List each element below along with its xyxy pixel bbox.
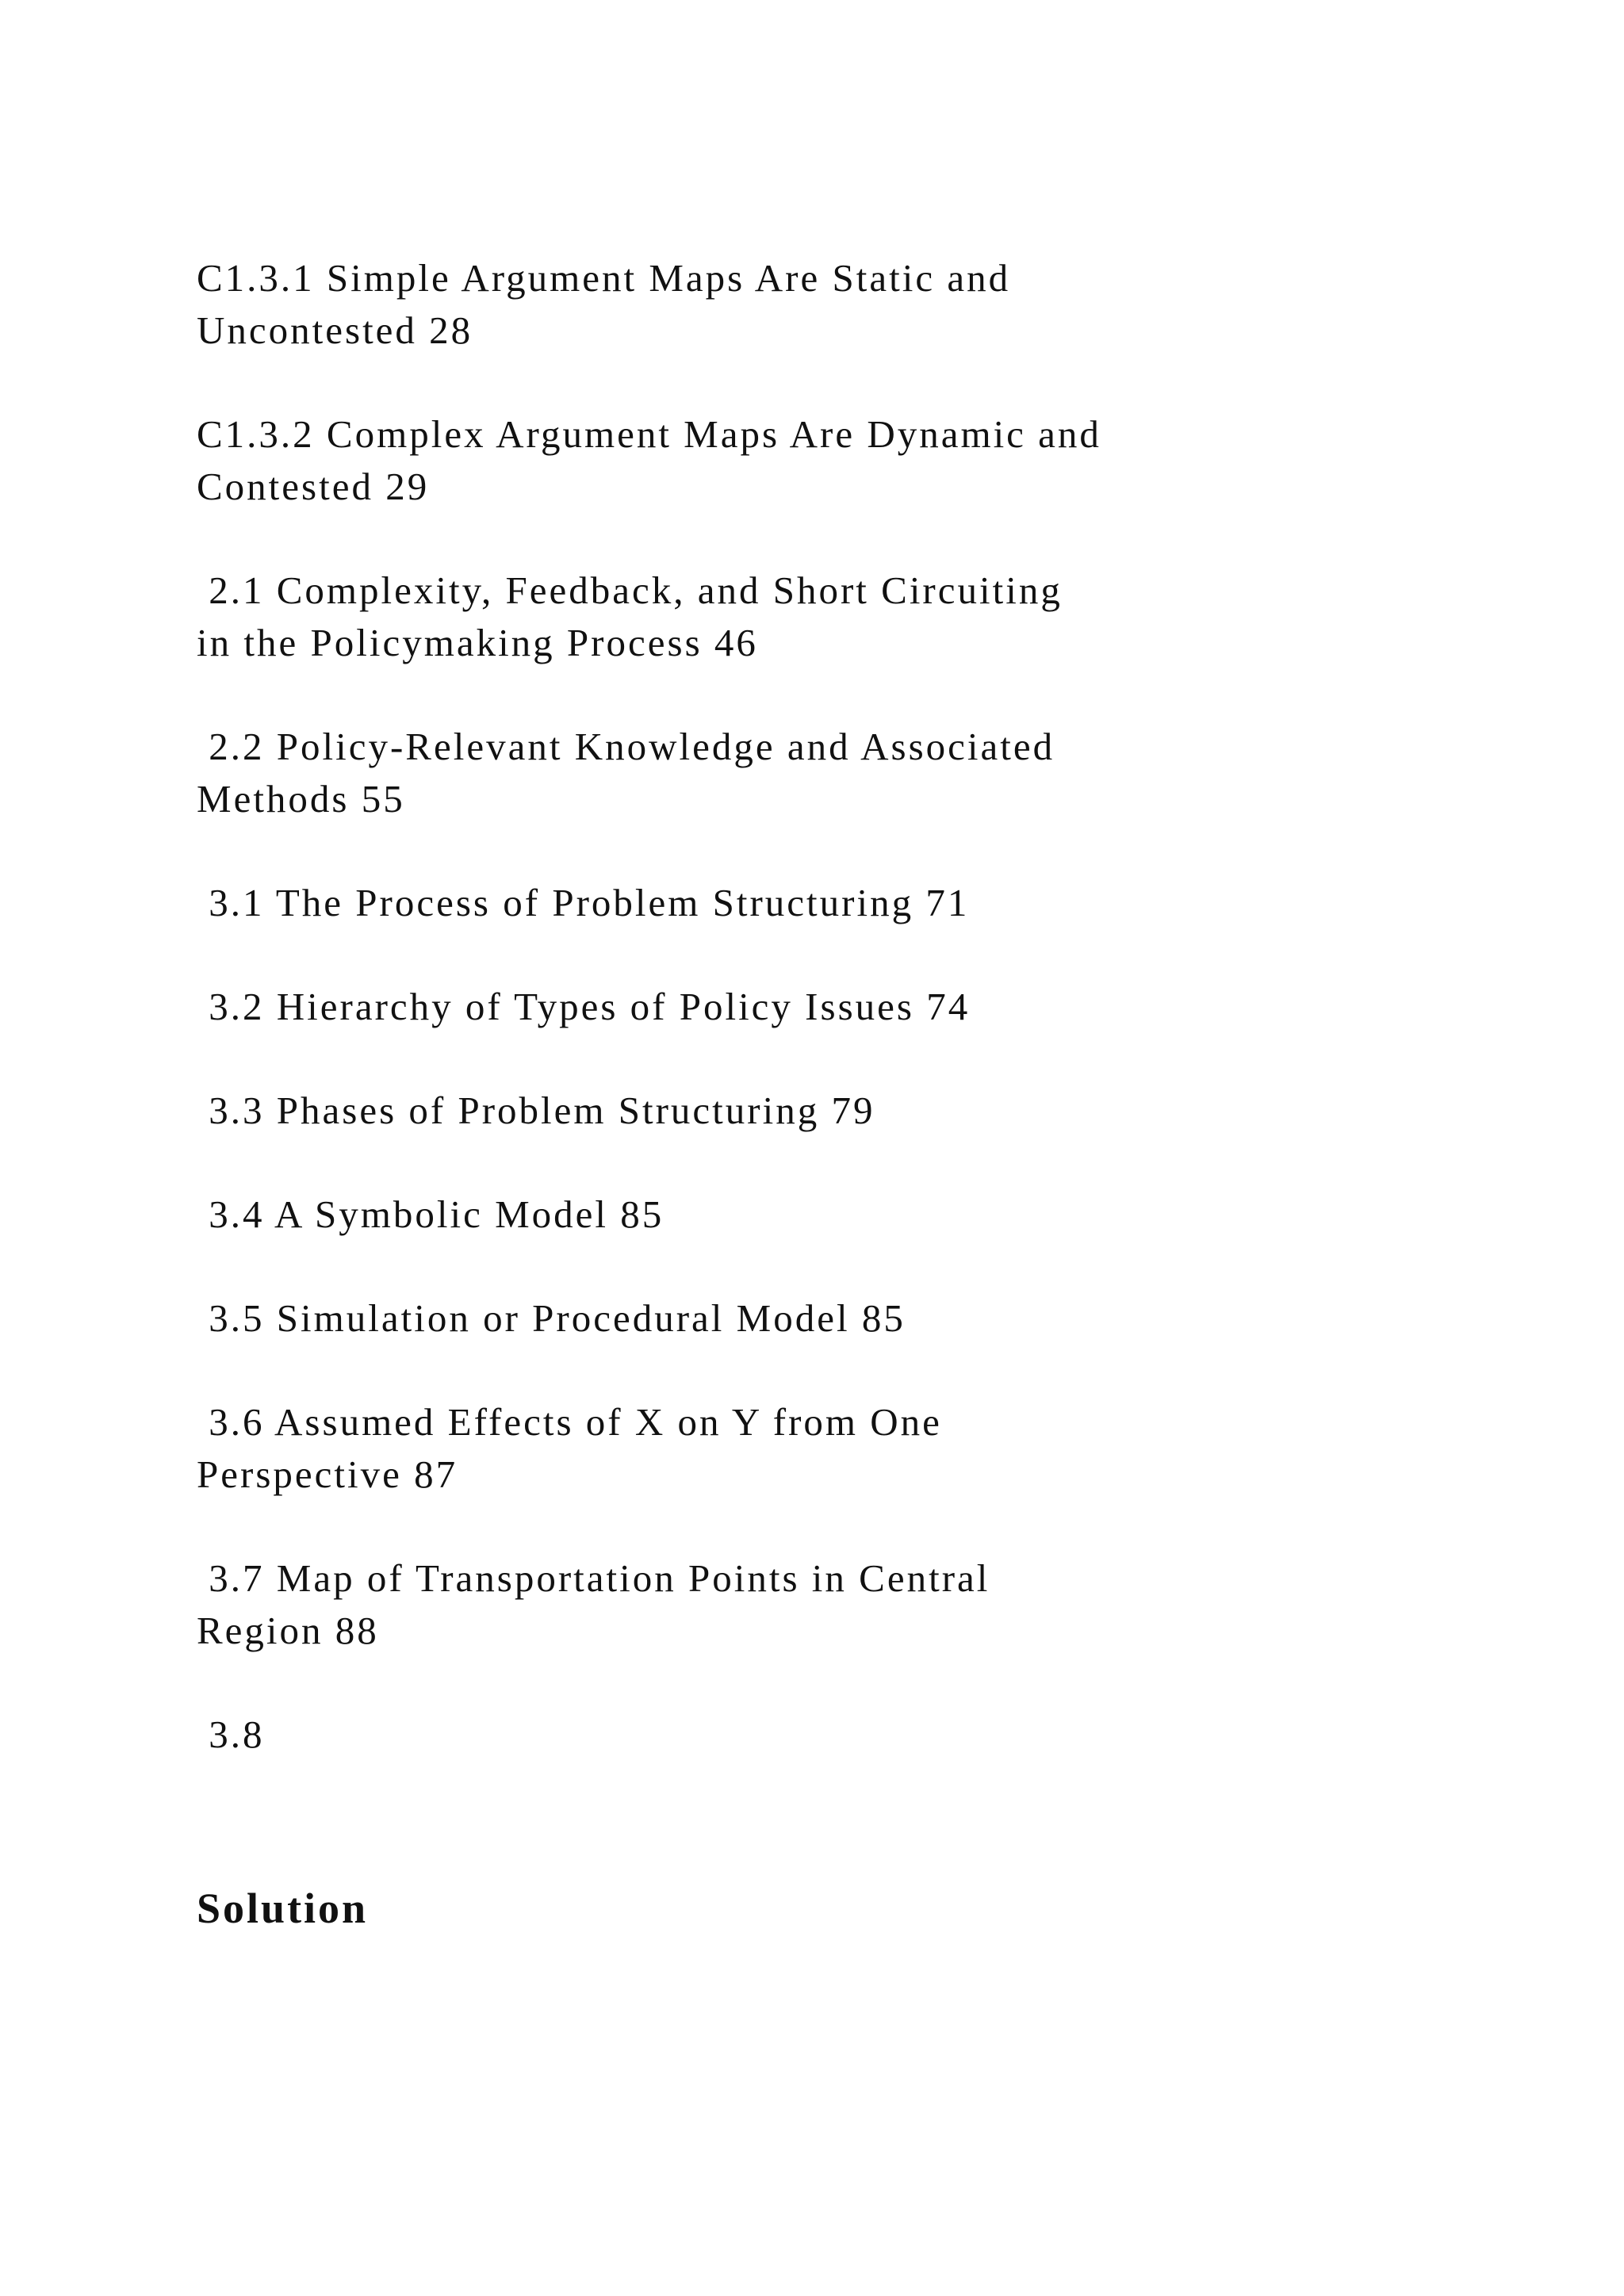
entry-line: in the Policymaking Process 46 xyxy=(197,621,758,664)
entry-line: 3.2 Hierarchy of Types of Policy Issues 74 xyxy=(197,985,971,1028)
entry-line: 3.1 The Process of Problem Structuring 71 xyxy=(197,881,970,924)
entry-line: 3.4 A Symbolic Model 85 xyxy=(197,1192,665,1236)
list-item-3-1 xyxy=(197,877,1386,929)
list-item-3-4 xyxy=(197,1188,1386,1241)
solution-heading: Solution xyxy=(197,1885,369,1932)
list-item-3-2 xyxy=(197,981,1386,1033)
entry-line: 3.3 Phases of Problem Structuring 79 xyxy=(197,1089,875,1132)
list-item-3-5 xyxy=(197,1292,1386,1345)
list-item-c1-3-2 xyxy=(197,408,1386,513)
entry-line: 3.7 Map of Transportation Points in Central xyxy=(197,1556,990,1600)
entry-line: Uncontested 28 xyxy=(197,308,473,352)
list-item-3-7 xyxy=(197,1552,1386,1657)
entry-line: C1.3.1 Simple Argument Maps Are Static and xyxy=(197,256,1011,300)
entry-line: C1.3.2 Complex Argument Maps Are Dynamic and xyxy=(197,412,1101,456)
list-item-3-3 xyxy=(197,1085,1386,1137)
entry-line: Methods 55 xyxy=(197,777,405,821)
entry-line: Perspective 87 xyxy=(197,1452,458,1496)
entry-line: 3.5 Simulation or Procedural Model 85 xyxy=(197,1296,906,1340)
list-item-c1-3-1 xyxy=(197,252,1386,357)
list-item-2-1 xyxy=(197,564,1386,669)
entry-line: 3.6 Assumed Effects of X on Y from One xyxy=(197,1400,942,1444)
entry-line: 2.1 Complexity, Feedback, and Short Circuiting xyxy=(197,568,1063,612)
figure-list xyxy=(197,252,1386,1812)
list-item-3-8 xyxy=(197,1709,1386,1761)
list-item-3-6 xyxy=(197,1396,1386,1501)
entry-line: 3.8 xyxy=(197,1712,265,1756)
entry-line: Contested 29 xyxy=(197,465,430,508)
entry-line: 2.2 Policy-Relevant Knowledge and Associated xyxy=(197,725,1055,768)
list-item-2-2 xyxy=(197,721,1386,825)
entry-line: Region 88 xyxy=(197,1609,379,1652)
